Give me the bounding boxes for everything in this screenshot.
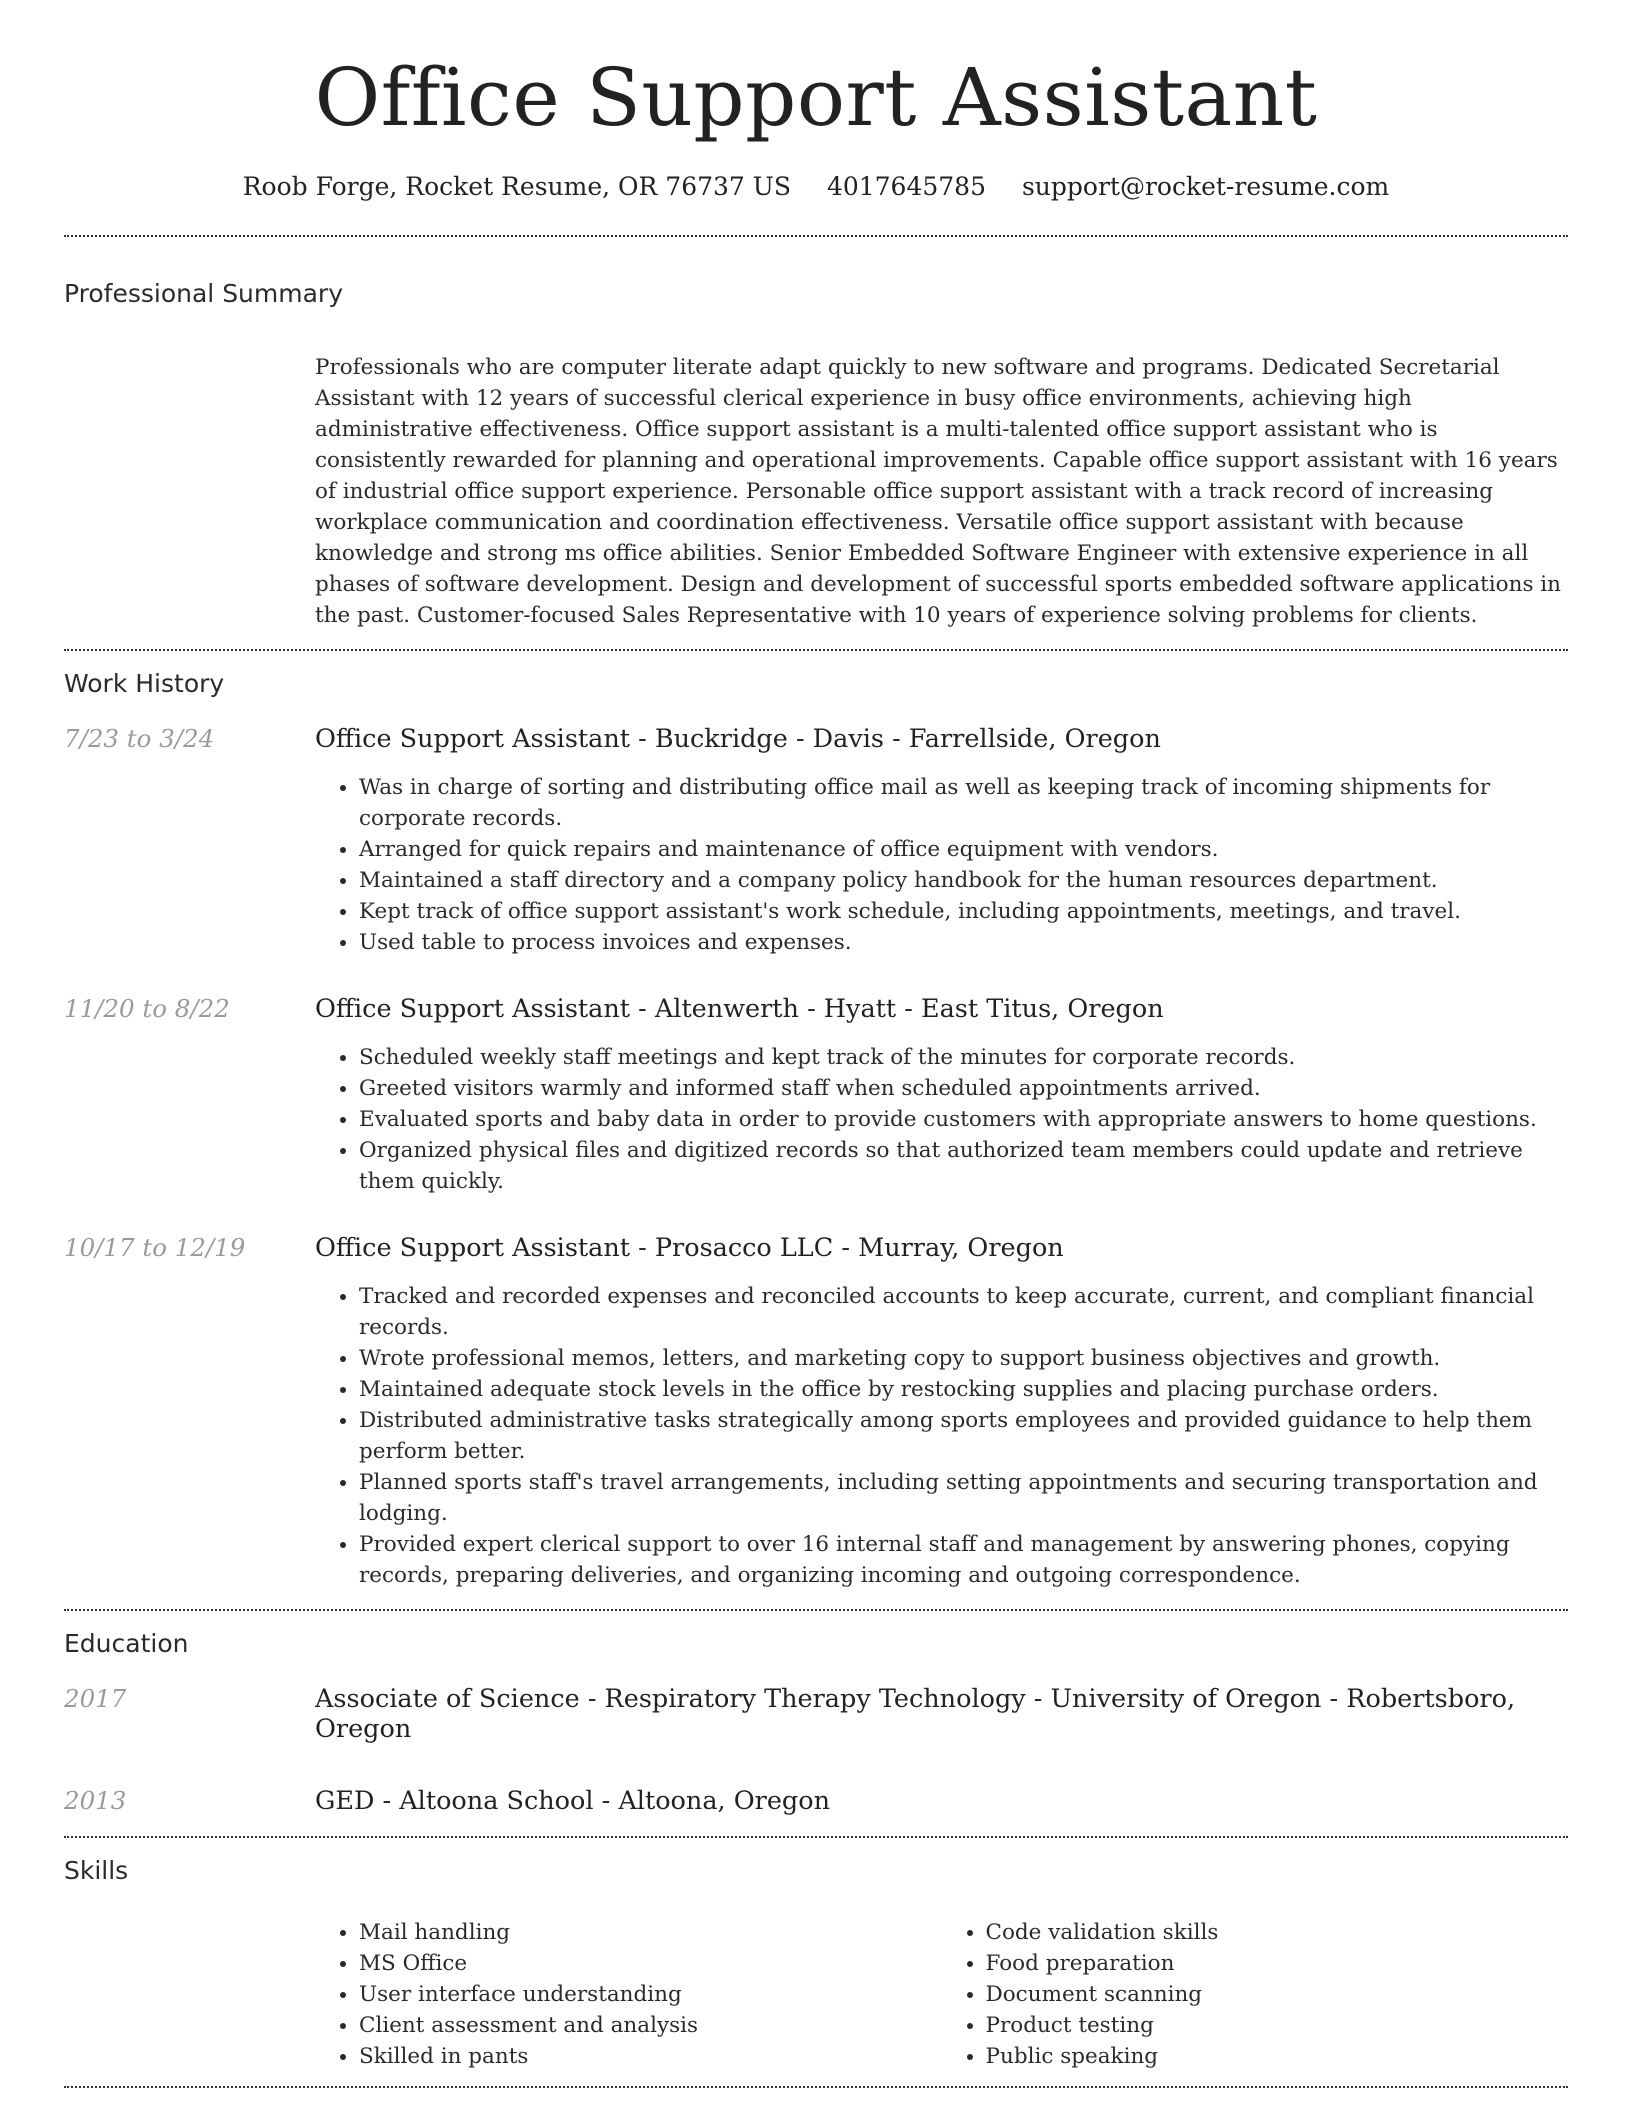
bullet-item: • Tracked and recorded expenses and reconciled accounts to keep accurate, current, and compliant financial records. [359,1281,1568,1343]
section-divider [64,2086,1568,2088]
skill-item: • User interface understanding [359,1979,942,2010]
job-body [315,994,1568,1197]
bullet-item: • Wrote professional memos, letters, and marketing copy to support business objectives and growth. [359,1343,1568,1374]
job-title: Office Support Assistant - Buckridge - Davis - Farrellside, Oregon [315,724,1161,754]
skill-item: • Client assessment and analysis [359,2010,942,2041]
contact-phone: 4017645785 [826,172,986,201]
education-year: 2017 [64,1684,127,1713]
bullet-item: • Maintained a staff directory and a company policy handbook for the human resources department. [359,865,1568,896]
job-title: Office Support Assistant - Altenwerth - Hyatt - East Titus, Oregon [315,994,1164,1024]
education-entry [64,1786,1568,1816]
resume-page [64,0,1568,2088]
job-body [315,1233,1568,1591]
job-title: Office Support Assistant - Prosacco LLC - Murray, Oregon [315,1233,1064,1263]
education-text: GED - Altoona School - Altoona, Oregon [315,1786,831,1816]
contact-email: support@rocket-resume.com [1021,172,1390,201]
skill-item: • Mail handling [359,1917,942,1948]
section-title-work: Work History [64,669,225,698]
bullet-item: • Planned sports staff's travel arrangements, including setting appointments and securing transportation and lodging. [359,1467,1568,1529]
skill-item: • Public speaking [986,2041,1569,2072]
skill-item: • Document scanning [986,1979,1569,2010]
skills-column-left [315,1917,942,2072]
bullet-item: • Organized physical files and digitized records so that authorized team members could update and retrieve them quickly. [359,1135,1568,1197]
bullet-item: • Scheduled weekly staff meetings and kept track of the minutes for corporate records. [359,1042,1568,1073]
job-bullets [315,772,1568,958]
job-body [315,724,1568,958]
section-divider [64,235,1568,237]
work-entry [64,994,1568,1197]
bullet-item: • Provided expert clerical support to over 16 internal staff and management by answering phones, copying records, preparing deliveries, and organizing incoming and outgoing correspondence. [359,1529,1568,1591]
job-bullets [315,1042,1568,1197]
section-title-skills: Skills [64,1856,129,1885]
resume-name: Office Support Assistant [314,51,1318,144]
section-divider [64,649,1568,651]
education-entry [64,1684,1568,1744]
skill-item: • Food preparation [986,1948,1569,1979]
bullet-item: • Maintained adequate stock levels in the office by restocking supplies and placing purchase orders. [359,1374,1568,1405]
bullet-item: • Kept track of office support assistant's work schedule, including appointments, meetings, and travel. [359,896,1568,927]
skills-column-right [942,1917,1569,2072]
section-divider [64,1836,1568,1838]
bullet-item: • Evaluated sports and baby data in order to provide customers with appropriate answers to home questions. [359,1104,1568,1135]
work-entries [64,724,1568,1591]
education-year: 2013 [64,1786,127,1815]
summary-text: Professionals who are computer literate adapt quickly to new software and programs. Dedicated Secretarial Assistant with 12 years of successful clerical experience in busy office environments, achieving high administrative effectiveness. Office support assistant is a multi-talented office support assistant who is consistently rewarded for planning and operational improvements. Capable office support assistant with 16 years of industrial office support experience. Personable office support assistant with a track record of increasing workplace communication and coordination effectiveness. Versatile office support assistant with because knowledge and strong ms office abilities. Senior Embedded Software Engineer with extensive experience in all phases of software development. Design and development of successful sports embedded software applications in the past. Customer-focused Sales Representative with 10 years of experience solving problems for clients. [315,355,1562,628]
professional-summary-section [64,279,1568,631]
section-title-education: Education [64,1629,189,1658]
section-title-summary: Professional Summary [64,279,344,308]
skill-item: • Code validation skills [986,1917,1569,1948]
bullet-item: • Distributed administrative tasks strategically among sports employees and provided guidance to help them perform better. [359,1405,1568,1467]
job-bullets [315,1281,1568,1591]
skill-item: • Product testing [986,2010,1569,2041]
bullet-item: • Greeted visitors warmly and informed staff when scheduled appointments arrived. [359,1073,1568,1104]
skill-item: • Skilled in pants [359,2041,942,2072]
section-divider [64,1609,1568,1611]
work-entry [64,1233,1568,1591]
bullet-item: • Used table to process invoices and expenses. [359,927,1568,958]
skill-item: • MS Office [359,1948,942,1979]
skills-section [64,1856,1568,2072]
contact-address: Roob Forge, Rocket Resume, OR 76737 US [242,172,791,201]
work-dates: 7/23 to 3/24 [64,724,215,753]
work-dates: 11/20 to 8/22 [64,994,230,1023]
bullet-item: • Arranged for quick repairs and maintenance of office equipment with vendors. [359,834,1568,865]
bullet-item: • Was in charge of sorting and distributing office mail as well as keeping track of incoming shipments for corporate records. [359,772,1568,834]
education-text: Associate of Science - Respiratory Therapy Technology - University of Oregon - Robertsboro, Oregon [315,1684,1516,1744]
work-entry [64,724,1568,958]
work-dates: 10/17 to 12/19 [64,1233,246,1262]
education-section [64,1629,1568,1836]
skills-list [315,1917,1568,2072]
work-history-section [64,669,1568,1609]
education-entries [64,1684,1568,1816]
contact-line [64,172,1568,201]
